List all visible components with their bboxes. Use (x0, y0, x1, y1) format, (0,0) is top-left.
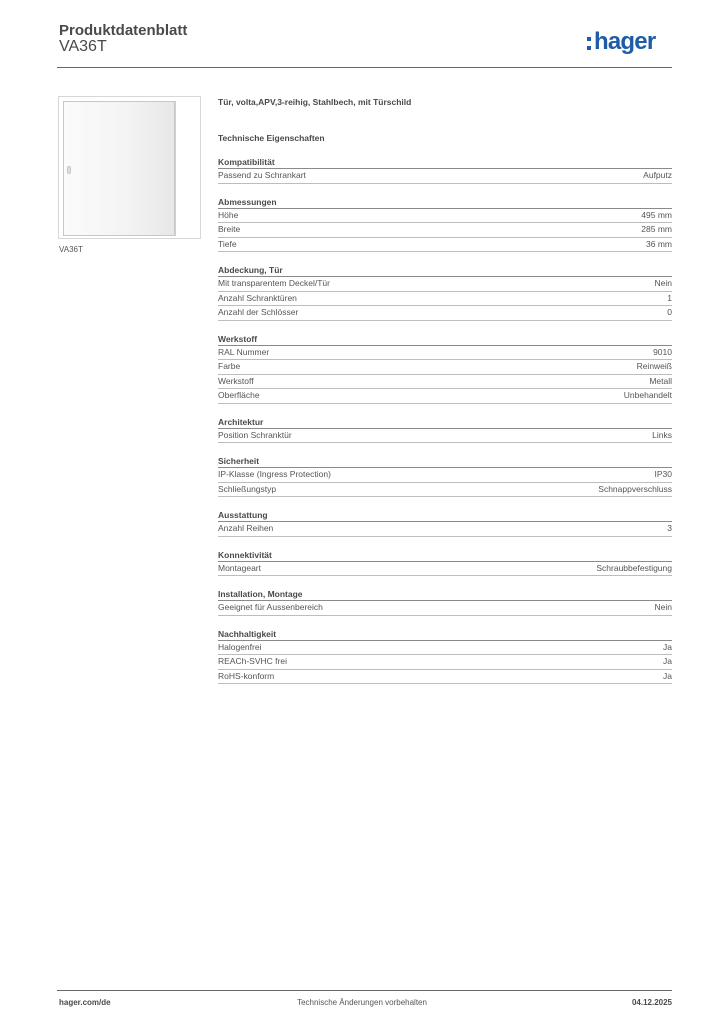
spec-value: Reinweiß (636, 361, 672, 371)
spec-value: 9010 (653, 346, 672, 357)
spec-value: 285 mm (641, 224, 672, 234)
spec-row (218, 169, 672, 184)
spec-label: Halogenfrei (218, 641, 262, 652)
page-title: Produktdatenblatt (59, 22, 188, 39)
spec-label: Anzahl der Schlösser (218, 307, 299, 317)
spec-value: Aufputz (643, 170, 672, 180)
spec-row (218, 346, 672, 361)
spec-row (218, 375, 672, 390)
spec-label: Mit transparentem Deckel/Tür (218, 278, 330, 288)
spec-group (218, 456, 672, 497)
spec-group (218, 334, 672, 404)
group-title: Kompatibilität (218, 157, 672, 169)
spec-value: Nein (654, 278, 672, 288)
spec-group (218, 417, 672, 444)
spec-value: Ja (663, 641, 672, 652)
spec-group (218, 510, 672, 537)
logo-dots-icon (587, 37, 591, 51)
group-title: Ausstattung (218, 510, 672, 522)
spec-row (218, 483, 672, 498)
footer-notice: Technische Änderungen vorbehalten (297, 998, 427, 1007)
spec-label: Anzahl Schranktüren (218, 292, 297, 303)
spec-value: Ja (663, 670, 672, 681)
spec-row (218, 522, 672, 537)
spec-label: Tiefe (218, 238, 237, 249)
spec-value: Nein (654, 602, 672, 612)
spec-value: 1 (667, 292, 672, 303)
footer-divider (57, 990, 672, 991)
spec-label: RAL Nummer (218, 346, 270, 357)
section-heading: Technische Eigenschaften (218, 133, 325, 143)
spec-row (218, 292, 672, 307)
spec-label: Montageart (218, 562, 261, 573)
header-divider (57, 67, 672, 68)
group-title: Nachhaltigkeit (218, 629, 672, 641)
spec-label: Geeignet für Aussenbereich (218, 602, 323, 612)
spec-label: Oberfläche (218, 390, 260, 400)
product-code: VA36T (59, 38, 107, 55)
group-title: Werkstoff (218, 334, 672, 346)
spec-label: Passend zu Schrankart (218, 170, 306, 180)
spec-group (218, 265, 672, 321)
spec-group (218, 550, 672, 577)
spec-row (218, 209, 672, 224)
door-handle-icon (67, 166, 71, 174)
spec-value: Schraubbefestigung (596, 562, 672, 573)
spec-row (218, 601, 672, 616)
spec-label: Farbe (218, 361, 241, 371)
spec-row (218, 238, 672, 253)
spec-row (218, 670, 672, 685)
spec-label: Position Schranktür (218, 429, 292, 440)
spec-value: Metall (649, 375, 672, 386)
spec-label: Anzahl Reihen (218, 523, 274, 533)
spec-row (218, 468, 672, 483)
spec-label: Höhe (218, 209, 239, 220)
spec-group (218, 629, 672, 685)
group-title: Sicherheit (218, 456, 672, 468)
spec-label: RoHS-konform (218, 670, 275, 681)
spec-value: Ja (663, 656, 672, 666)
spec-row (218, 223, 672, 238)
logo-text: hager (594, 28, 656, 55)
spec-row (218, 429, 672, 444)
spec-sheet (218, 96, 672, 684)
spec-label: Werkstoff (218, 375, 254, 386)
group-title: Abdeckung, Tür (218, 265, 672, 277)
spec-value: 495 mm (641, 209, 672, 220)
group-title: Installation, Montage (218, 589, 672, 601)
spec-row (218, 562, 672, 577)
spec-label: IP-Klasse (Ingress Protection) (218, 469, 331, 479)
spec-row (218, 655, 672, 670)
spec-value: Links (652, 429, 672, 440)
spec-value: 36 mm (646, 238, 672, 249)
spec-value: 0 (667, 307, 672, 317)
footer-date: 04.12.2025 (631, 998, 672, 1007)
spec-value: Schnappverschluss (598, 483, 672, 494)
group-title: Architektur (218, 417, 672, 429)
image-caption: VA36T (59, 245, 83, 254)
spec-value: IP30 (654, 469, 672, 479)
spec-row (218, 641, 672, 656)
spec-row (218, 306, 672, 321)
spec-groups (218, 157, 672, 684)
group-title: Abmessungen (218, 197, 672, 209)
cabinet-door-image (63, 101, 175, 236)
spec-row (218, 389, 672, 404)
footer-website: hager.com/de (59, 998, 111, 1007)
product-description: Tür, volta,APV,3-reihig, Stahlbech, mit Türschild (218, 97, 412, 107)
spec-label: Schließungstyp (218, 483, 277, 494)
spec-value: Unbehandelt (623, 390, 672, 400)
spec-value: 3 (667, 523, 672, 533)
spec-label: REACh-SVHC frei (218, 656, 287, 666)
spec-group (218, 197, 672, 253)
spec-row (218, 277, 672, 292)
spec-group (218, 157, 672, 184)
spec-group (218, 589, 672, 616)
group-title: Konnektivität (218, 550, 672, 562)
spec-row (218, 360, 672, 375)
product-image (58, 96, 201, 239)
hager-logo (594, 28, 655, 56)
spec-label: Breite (218, 224, 241, 234)
